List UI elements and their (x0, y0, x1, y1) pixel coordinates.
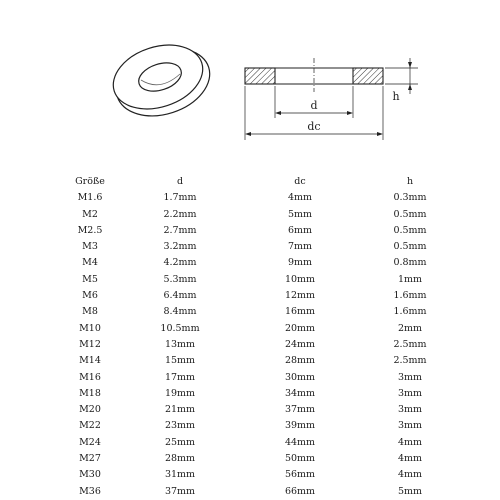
cell-dc: 44mm (284, 436, 316, 448)
table-row (60, 451, 460, 467)
cell-size: M5 (82, 273, 98, 285)
cell-d: 15mm (164, 355, 196, 367)
column-header-h: h (406, 176, 414, 187)
cell-d: 2.2mm (163, 208, 197, 220)
cell-dc: 6mm (287, 224, 313, 236)
cell-h: 4mm (397, 453, 423, 465)
cell-h: 3mm (397, 387, 423, 399)
cell-size: M27 (79, 453, 101, 465)
table-row (60, 255, 460, 271)
table-row (60, 190, 460, 206)
cell-h: 0.3mm (393, 192, 427, 204)
cell-d: 8.4mm (163, 306, 197, 318)
cell-h: 5mm (397, 485, 423, 497)
cell-h: 4mm (397, 469, 423, 481)
cell-size: M1.6 (77, 192, 103, 204)
table-row (60, 321, 460, 337)
table-row (60, 353, 460, 369)
table-row (60, 207, 460, 223)
cell-h: 2.5mm (393, 338, 427, 350)
cell-d: 2.7mm (163, 224, 197, 236)
cell-dc: 50mm (284, 453, 316, 465)
cell-d: 17mm (164, 371, 196, 383)
cell-size: M10 (79, 322, 101, 334)
cell-size: M6 (82, 290, 98, 302)
cell-h: 1.6mm (393, 290, 427, 302)
cell-dc: 7mm (287, 241, 313, 253)
cell-size: M36 (79, 485, 101, 497)
cell-size: M14 (79, 355, 101, 367)
cell-dc: 37mm (284, 404, 316, 416)
cell-d: 21mm (164, 404, 196, 416)
cell-dc: 28mm (284, 355, 316, 367)
cell-h: 3mm (397, 371, 423, 383)
cell-h: 1.6mm (393, 306, 427, 318)
cell-dc: 34mm (284, 387, 316, 399)
dimension-h (385, 58, 418, 103)
cell-size: M12 (79, 338, 101, 350)
cell-d: 31mm (164, 469, 196, 481)
cell-h: 1mm (397, 273, 423, 285)
cell-size: M4 (82, 257, 98, 269)
cell-d: 13mm (164, 338, 196, 350)
cell-dc: 24mm (284, 338, 316, 350)
cell-dc: 5mm (287, 208, 313, 220)
cell-d: 25mm (164, 436, 196, 448)
cell-h: 2mm (397, 322, 423, 334)
table-row (60, 370, 460, 386)
table-row (60, 386, 460, 402)
cell-h: 0.8mm (393, 257, 427, 269)
cell-size: M30 (79, 469, 101, 481)
cell-h: 3mm (397, 404, 423, 416)
cell-dc: 30mm (284, 371, 316, 383)
cell-h: 0.5mm (393, 241, 427, 253)
cell-size: M2 (82, 208, 98, 220)
table-row (60, 239, 460, 255)
cell-size: M18 (79, 387, 101, 399)
table-row (60, 272, 460, 288)
cell-size: M2.5 (77, 224, 103, 236)
cell-d: 3.2mm (163, 241, 197, 253)
table-row (60, 304, 460, 320)
column-header-dc: dc (294, 176, 306, 187)
table-row (60, 402, 460, 418)
column-header-d: d (176, 176, 184, 187)
cell-dc: 66mm (284, 485, 316, 497)
table-row (60, 223, 460, 239)
washer-cross-section (245, 58, 383, 92)
cell-h: 0.5mm (393, 224, 427, 236)
cell-size: M22 (79, 420, 101, 432)
cell-d: 10.5mm (160, 322, 200, 334)
cell-dc: 4mm (287, 192, 313, 204)
washer-size-table (60, 174, 460, 500)
cell-d: 37mm (164, 485, 196, 497)
cell-h: 4mm (397, 436, 423, 448)
cell-d: 5.3mm (163, 273, 197, 285)
table-row (60, 337, 460, 353)
table-body (60, 190, 460, 500)
column-header-size: Größe (75, 176, 105, 187)
cell-size: M16 (79, 371, 101, 383)
cell-h: 3mm (397, 420, 423, 432)
cell-d: 4.2mm (163, 257, 197, 269)
cell-dc: 16mm (284, 306, 316, 318)
cell-dc: 12mm (284, 290, 316, 302)
washer-perspective-view (105, 34, 219, 127)
cell-size: M8 (82, 306, 98, 318)
cell-d: 28mm (164, 453, 196, 465)
cell-dc: 39mm (284, 420, 316, 432)
washer-technical-drawing (0, 0, 500, 170)
cell-dc: 10mm (284, 273, 316, 285)
cell-dc: 56mm (284, 469, 316, 481)
dimension-h-label: h (392, 90, 400, 103)
cell-d: 6.4mm (163, 290, 197, 302)
dimension-d-label: d (310, 99, 318, 112)
table-row (60, 484, 460, 500)
cell-d: 23mm (164, 420, 196, 432)
table-header-row (60, 174, 460, 190)
table-row (60, 467, 460, 483)
table-row (60, 288, 460, 304)
cell-size: M24 (79, 436, 101, 448)
cell-h: 0.5mm (393, 208, 427, 220)
table-row (60, 435, 460, 451)
cell-dc: 9mm (287, 257, 313, 269)
cell-size: M20 (79, 404, 101, 416)
cell-h: 2.5mm (393, 355, 427, 367)
cell-d: 19mm (164, 387, 196, 399)
dimension-dc-label: dc (307, 120, 321, 133)
cell-size: M3 (82, 241, 98, 253)
cell-dc: 20mm (284, 322, 316, 334)
table-row (60, 418, 460, 434)
cell-d: 1.7mm (163, 192, 197, 204)
